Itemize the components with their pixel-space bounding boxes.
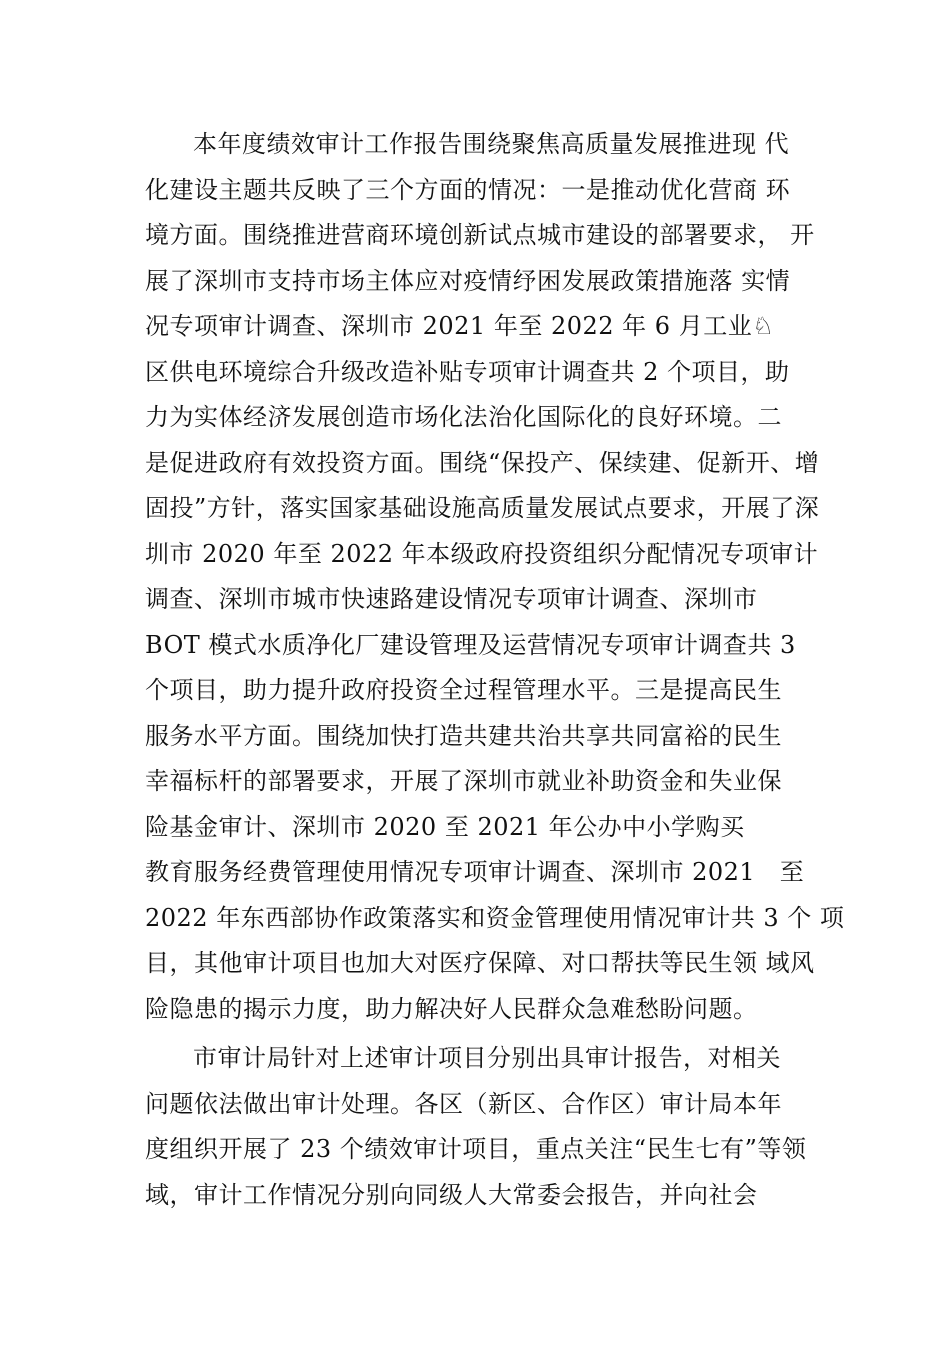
paragraph-1-line-16: 险基金审计、深圳市 2020 至 2021 年公办中小学购买 (145, 812, 745, 841)
paragraph-1-line-4: 展了深圳市支持市场主体应对疫情纾困发展政策措施落 实情 (145, 266, 791, 295)
paragraph-1-line-11: 调查、深圳市城市快速路建设情况专项审计调查、深圳市 (145, 585, 758, 613)
paragraph-1-line-19: 目，其他审计项目也加大对医疗保障、对口帮扶等民生领 域风 (145, 949, 815, 977)
paragraph-1-line-13: 个项目，助力提升政府投资全过程管理水平。三是提高民生 (145, 676, 782, 704)
paragraph-1-line-12: BOT 模式水质净化厂建设管理及运营情况专项审计调查共 3 (145, 630, 796, 659)
paragraph-1-line-20: 险隐患的揭示力度，助力解决好人民群众急难愁盼问题。 (145, 994, 758, 1023)
paragraph-1-line-15: 幸福标杆的部署要求，开展了深圳市就业补助资金和失业保 (145, 767, 782, 795)
paragraph-1-line-1: 本年度绩效审计工作报告围绕聚焦高质量发展推进现 代 (193, 130, 790, 158)
paragraph-1-line-9: 固投”方针，落实国家基础设施高质量发展试点要求，开展了深 (145, 494, 820, 522)
body-text (145, 122, 845, 1218)
paragraph-2-line-1: 市审计局针对上述审计项目分别出具审计报告，对相关 (193, 1044, 781, 1072)
paragraph-1-line-8: 是促进政府有效投资方面。围绕“保投产、保续建、促新开、增 (145, 448, 820, 477)
paragraph-2-line-4: 域，审计工作情况分别向同级人大常委会报告，并向社会 (145, 1180, 758, 1209)
paragraph-1-line-10: 圳市 2020 年至 2022 年本级政府投资组织分配情况专项审计 (145, 539, 819, 568)
paragraph-2-line-3: 度组织开展了 23 个绩效审计项目，重点关注“民生七有”等领 (145, 1135, 807, 1163)
paragraph-2-line-2: 问题依法做出审计处理。各区（新区、合作区）审计局本年 (145, 1089, 782, 1118)
paragraph-1-line-18: 2022 年东西部协作政策落实和资金管理使用情况审计共 3 个 项 (145, 903, 845, 932)
paragraph-1-line-5: 况专项审计调查、深圳市 2021 年至 2022 年 6 月工业♘ (145, 312, 775, 340)
paragraph-1-line-3: 境方面。围绕推进营商环境创新试点城市建设的部署要求， 开 (145, 221, 815, 249)
paragraph-1-line-14: 服务水平方面。围绕加快打造共建共治共享共同富裕的民生 (145, 721, 782, 750)
paragraph-1-line-17: 教育服务经费管理使用情况专项审计调查、深圳市 2021 至 (145, 858, 805, 886)
paragraph-1-line-6: 区供电环境综合升级改造补贴专项审计调查共 2 个项目，助 (145, 357, 790, 386)
paragraph-1-line-7: 力为实体经济发展创造市场化法治化国际化的良好环境。二 (145, 403, 782, 431)
paragraph-1-line-2: 化建设主题共反映了三个方面的情况：一是推动优化营商 环 (145, 175, 791, 204)
